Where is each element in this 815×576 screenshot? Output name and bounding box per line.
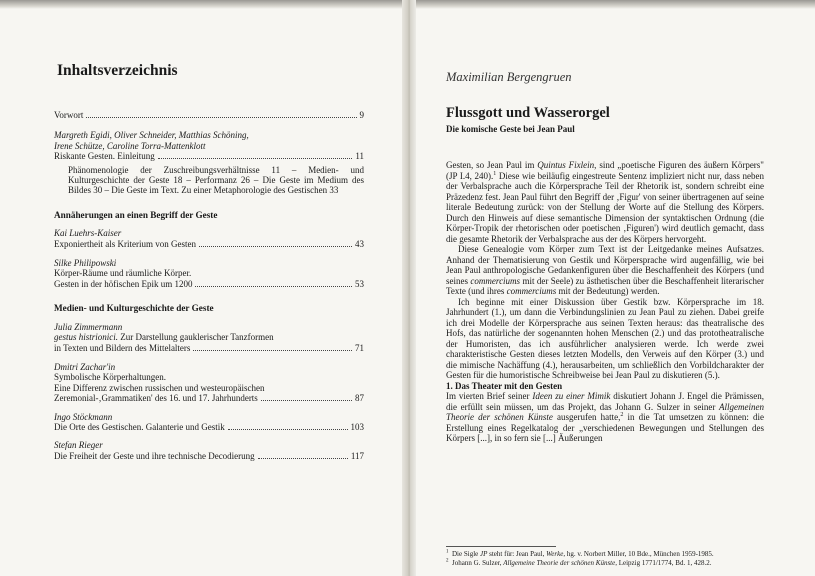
dot-leader <box>86 117 356 118</box>
toc-section-heading: Medien- und Kulturgeschichte der Geste <box>54 303 214 314</box>
toc-row[interactable] <box>54 239 364 249</box>
toc-page-number: 71 <box>355 342 364 353</box>
dot-leader <box>228 429 348 430</box>
toc-author: Ingo Stöckmann <box>54 411 113 422</box>
toc-page-number: 53 <box>355 278 364 289</box>
toc-row[interactable] <box>54 343 364 353</box>
toc-title-line: gestus histrionici. Zur Darstellung gauklerischer Tanzformen <box>54 332 274 343</box>
footnote-rule <box>446 546 556 547</box>
chapter-title: Flussgott und Wasserorgel <box>446 105 610 121</box>
toc-entry <box>54 362 364 404</box>
footnote-ref: 1 <box>493 170 497 177</box>
toc-entry-title: Gesten in der höfischen Epik um 1200 <box>54 278 193 289</box>
toc-subtopics: Phänomenologie der Zuschreibungsverhältnisse 11 – Medien- und Kulturgeschichte der Geste 18 – Performanz 26 – Die Geste im Medium des Bildes 30 – Die Geste im Text. Zu einer Metaphorologie des Gestischen 33 <box>68 164 364 196</box>
toc-page-number: 103 <box>350 421 364 432</box>
chapter-subtitle: Die komische Geste bei Jean Paul <box>446 124 575 134</box>
dot-leader <box>261 400 352 401</box>
toc-author: Kai Luehrs-Kaiser <box>54 228 122 239</box>
toc-row[interactable] <box>54 422 364 432</box>
toc-entry-title: Die Orte des Gestischen. Galanterie und Gestik <box>54 421 225 432</box>
dot-leader <box>193 350 352 351</box>
toc-author: Margreth Egidi, Oliver Schneider, Matthias Schöning, <box>54 130 249 141</box>
toc-row[interactable] <box>54 279 364 289</box>
toc-title-line: Eine Differenz zwischen russischen und westeuropäischen <box>54 382 265 393</box>
toc-entry <box>54 110 364 120</box>
toc-author: Dmitri Zachar'in <box>54 361 116 372</box>
toc-entry-title: Riskante Gesten. Einleitung <box>54 151 155 162</box>
toc-row[interactable] <box>54 451 364 461</box>
paragraph-2: Diese Genealogie vom Körper zum Text ist der Leitgedanke meines Aufsatzes. Anhand der Thematisierung von Gestik und Körpersprache wird augenfällig, wie bei Jean Paul anthropologische Gedankenfiguren über die Beschaffenheit des Körpers (und seines commerciums mit der Seele) zu ästhetischen über die Beschaffenheit literarischer Texte (und ihres commerciums mit der Bedeutung) werden. <box>446 244 764 296</box>
toc-page-number: 43 <box>355 238 364 249</box>
paragraph-4: Im vierten Brief seiner Ideen zu einer Mimik diskutiert Johann J. Engel die Prämissen, die erfüllt sein müssen, um das Projekt, das Johann G. Sulzer in seiner Allgemeinen Theorie der schönen Künste ausgerufen hatte,$^2$ in die Tat umsetzen zu können: die Erstellung eines Regelkatalog der „verschiedenen Bewegungen und Stellungen des Körpers [...], in so fern sie [...] Äußerungen <box>446 391 764 443</box>
footnote-2: $^2$ Johann G. Sulzer, Allgemeine Theorie der schönen Künste, Leipzig 1771/1774, Bd. 1, 428.2. <box>446 558 712 567</box>
left-page <box>0 0 402 576</box>
toc-entry-title: Die Freiheit der Geste und ihre technische Decodierung <box>54 450 255 461</box>
dot-leader <box>258 458 348 459</box>
toc-entry <box>54 412 364 433</box>
toc-row[interactable] <box>54 110 364 120</box>
dot-leader <box>199 246 352 247</box>
toc-entry <box>54 228 364 249</box>
toc-page-number: 117 <box>350 450 364 461</box>
toc-entry-title: Vorwort <box>54 110 84 120</box>
toc-entry-title: Exponiertheit als Kriterium von Gesten <box>54 238 196 249</box>
dot-leader <box>195 286 352 287</box>
footnote-ref: 2 <box>620 412 624 418</box>
toc-entry <box>54 322 364 353</box>
footnote-1: $^1$ Die Sigle JP steht für: Jean Paul, Werke, hg. v. Norbert Miller, 10 Bde., München 1959-1985. <box>446 549 714 558</box>
chapter-body <box>446 160 764 444</box>
toc-section-heading: Annäherungen an einen Begriff der Geste <box>54 209 218 220</box>
toc-page-number: 9 <box>359 110 364 120</box>
toc-page-number: 87 <box>355 393 364 404</box>
toc-entry <box>54 130 364 195</box>
paragraph-3: Ich beginne mit einer Diskussion über Gestik bzw. Körpersprache im 18. Jahrhundert (1.), um dann die Verbindungslinien zu Jean Paul zu ziehen. Dabei greife ich drei Modelle der Körpersprache aus seinen Texten heraus: das theatralische des Hofs, das natürliche der sogenannten hohen Menschen (2.) und das prototheatralische der Humoristen, das ich ausführlicher analysieren werde. Ich werde zwei charakteristische Gesten dieses letzten Modells, den Verweis auf den Körper (3.) und die mimische Nachäffung (4.), herausarbeiten, um schließlich den Vorbildcharakter der Gesten für die humoristische Schreibweise bei Jean Paul zu diskutieren (5.). <box>446 296 764 380</box>
toc-page-number: 11 <box>355 151 364 162</box>
toc-title-line: Körper-Räume und räumliche Körper. <box>54 268 192 279</box>
running-head: Maximilian Bergengruen <box>446 70 572 84</box>
toc-author: Julia Zimmermann <box>54 321 123 332</box>
section-heading: 1. Das Theater mit den Gesten <box>446 380 563 391</box>
toc-entry <box>54 258 364 289</box>
toc-row[interactable] <box>54 151 364 161</box>
toc-author: Irene Schütze, Caroline Torra-Mattenklott <box>54 140 206 151</box>
paragraph-1: Gesten, so Jean Paul im Quintus Fixlein, sind „poetische Figuren des äußern Körpers" (JP I.4, 240).$^1$ Diese wie beiläufig eingestreute Sentenz impliziert nicht nur, dass neben der Verbalsprache auch die Körpersprache Teil der Rhetorik ist, sondern schreibt eine Präzedenz fest. Jean Paul führt den Begriff der ‚Figur' von seiner übertragenen auf seine literale Bedeutung zurück: von der Stellung der Worte auf die Stellung des Körpers. Durch den Hinweis auf diese semantische Dimension der syntaktischen Ordnung (die Körper-Tropik der rhetorischen oder poetischen ‚Figuren') wird deutlich gemacht, dass die gesamte Rhetorik der Verbalsprache aus der des Körpers hervorgeht. <box>446 160 764 244</box>
toc-entry <box>54 440 364 461</box>
toc-list <box>54 110 364 461</box>
toc-author: Silke Philipowski <box>54 258 117 269</box>
dot-leader <box>158 158 353 159</box>
toc-entry-title: Zeremonial-‚Grammatiken' des 16. und 17. Jahrhunderts <box>54 393 258 404</box>
book-spine-gutter <box>402 0 416 576</box>
toc-title-line: Symbolische Körperhaltungen. <box>54 372 166 383</box>
toc-row[interactable] <box>54 393 364 403</box>
toc-entry-title: in Texten und Bildern des Mittelalters <box>54 342 191 353</box>
toc-title: Inhaltsverzeichnis <box>57 62 178 79</box>
toc-author: Stefan Rieger <box>54 440 103 451</box>
